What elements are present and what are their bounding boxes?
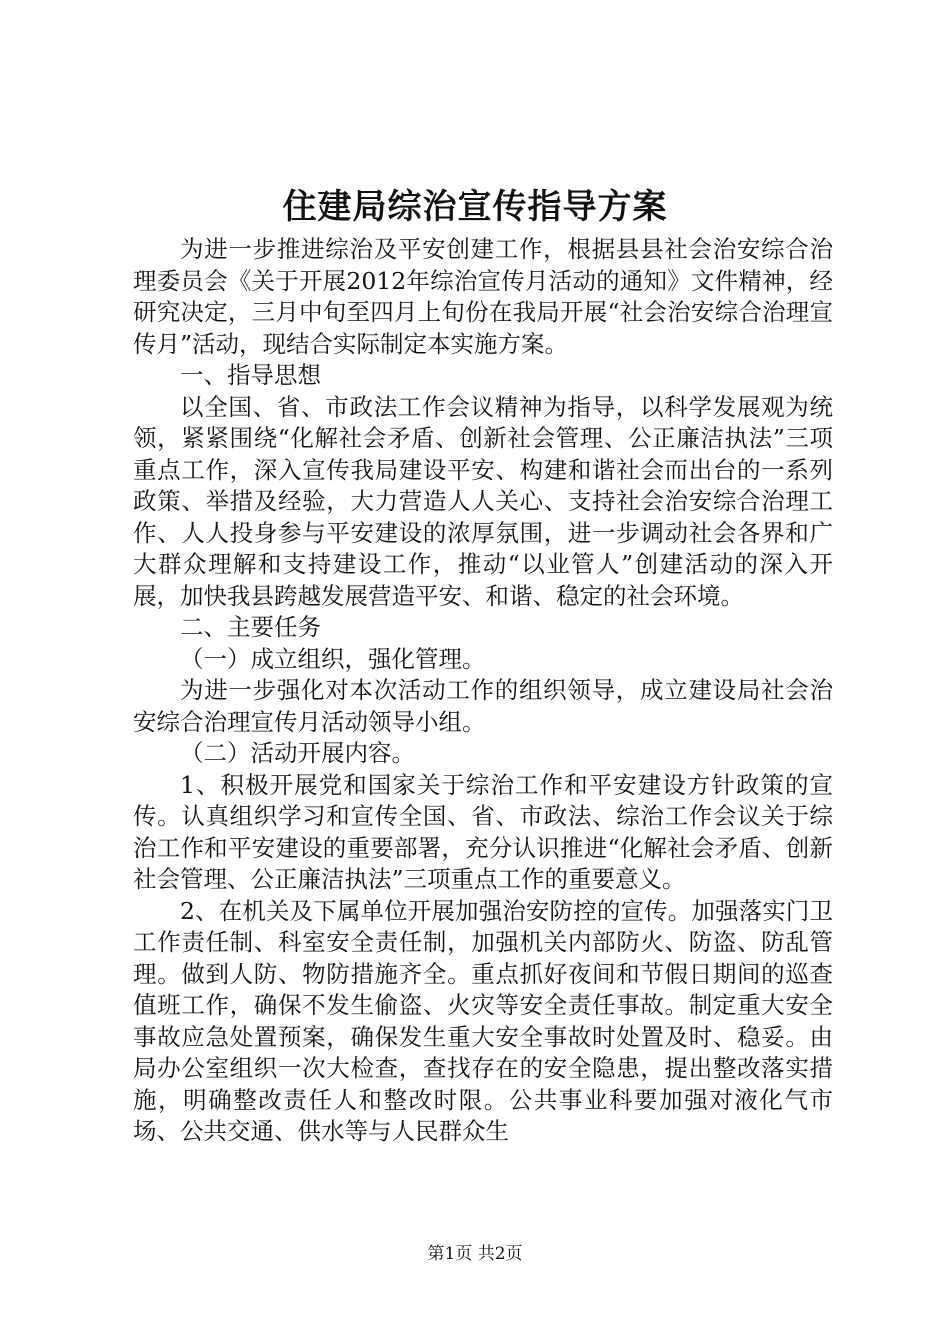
section-heading-guiding-ideology: 一、指导思想 bbox=[180, 361, 321, 389]
page-footer: 第1页 共2页 bbox=[427, 1244, 523, 1264]
activity-item-2: 2、在机关及下属单位开展加强治安防控的宣传。加强落实门卫工作责任制、科室安全责任制，加强机关内部防火、防盗、防乱管理。做到人防、物防措施齐全。重点抓好夜间和节假日期间的巡查值班工作，确保不发生偷盗、火灾等安全责任事故。制定重大安全事故应急处置预案，确保发生重大安全事故时处置及时、稳妥。由局办公室组织一次大检查，查找存在的安全隐患，提出整改落实措施，明确整改责任人和整改时限。公共事业科要加强对液化气市场、公共交通、供水等与人民群众生 bbox=[133, 896, 833, 1145]
document-title: 住建局综治宣传指导方案 bbox=[282, 187, 668, 227]
section-heading-main-tasks: 二、主要任务 bbox=[180, 613, 321, 641]
subsection-heading-activity-content: （二）活动开展内容。 bbox=[180, 739, 415, 767]
intro-paragraph: 为进一步推进综治及平安创建工作，根据县县社会治安综合治理委员会《关于开展2012年综治宣传月活动的通知》文件精神，经研究决定，三月中旬至四月上旬份在我局开展“社会治安综合治理宣传月”活动，现结合实际制定本实施方案。 bbox=[133, 235, 833, 358]
activity-item-1: 1、积极开展党和国家关于综治工作和平安建设方针政策的宣传。认真组织学习和宣传全国、省、市政法、综治工作会议关于综治工作和平安建设的重要部署，充分认识推进“化解社会矛盾、创新社会管理、公正廉洁执法”三项重点工作的重要意义。 bbox=[133, 770, 833, 893]
subsection-heading-organization: （一）成立组织，强化管理。 bbox=[180, 644, 486, 673]
document-body bbox=[133, 234, 833, 1148]
guiding-ideology-paragraph: 以全国、省、市政法工作会议精神为指导，以科学发展观为统领，紧紧围绕“化解社会矛盾、创新社会管理、公正廉洁执法”三项重点工作，深入宣传我局建设平安、构建和谐社会而出台的一系列政策、举措及经验，大力营造人人关心、支持社会治安综合治理工作、人人投身参与平安建设的浓厚氛围，进一步调动社会各界和广大群众理解和支持建设工作，推动“以业管人”创建活动的深入开展，加快我县跨越发展营造平安、和谐、稳定的社会环境。 bbox=[133, 392, 833, 610]
organization-paragraph: 为进一步强化对本次活动工作的组织领导，成立建设局社会治安综合治理宣传月活动领导小组。 bbox=[133, 676, 833, 736]
